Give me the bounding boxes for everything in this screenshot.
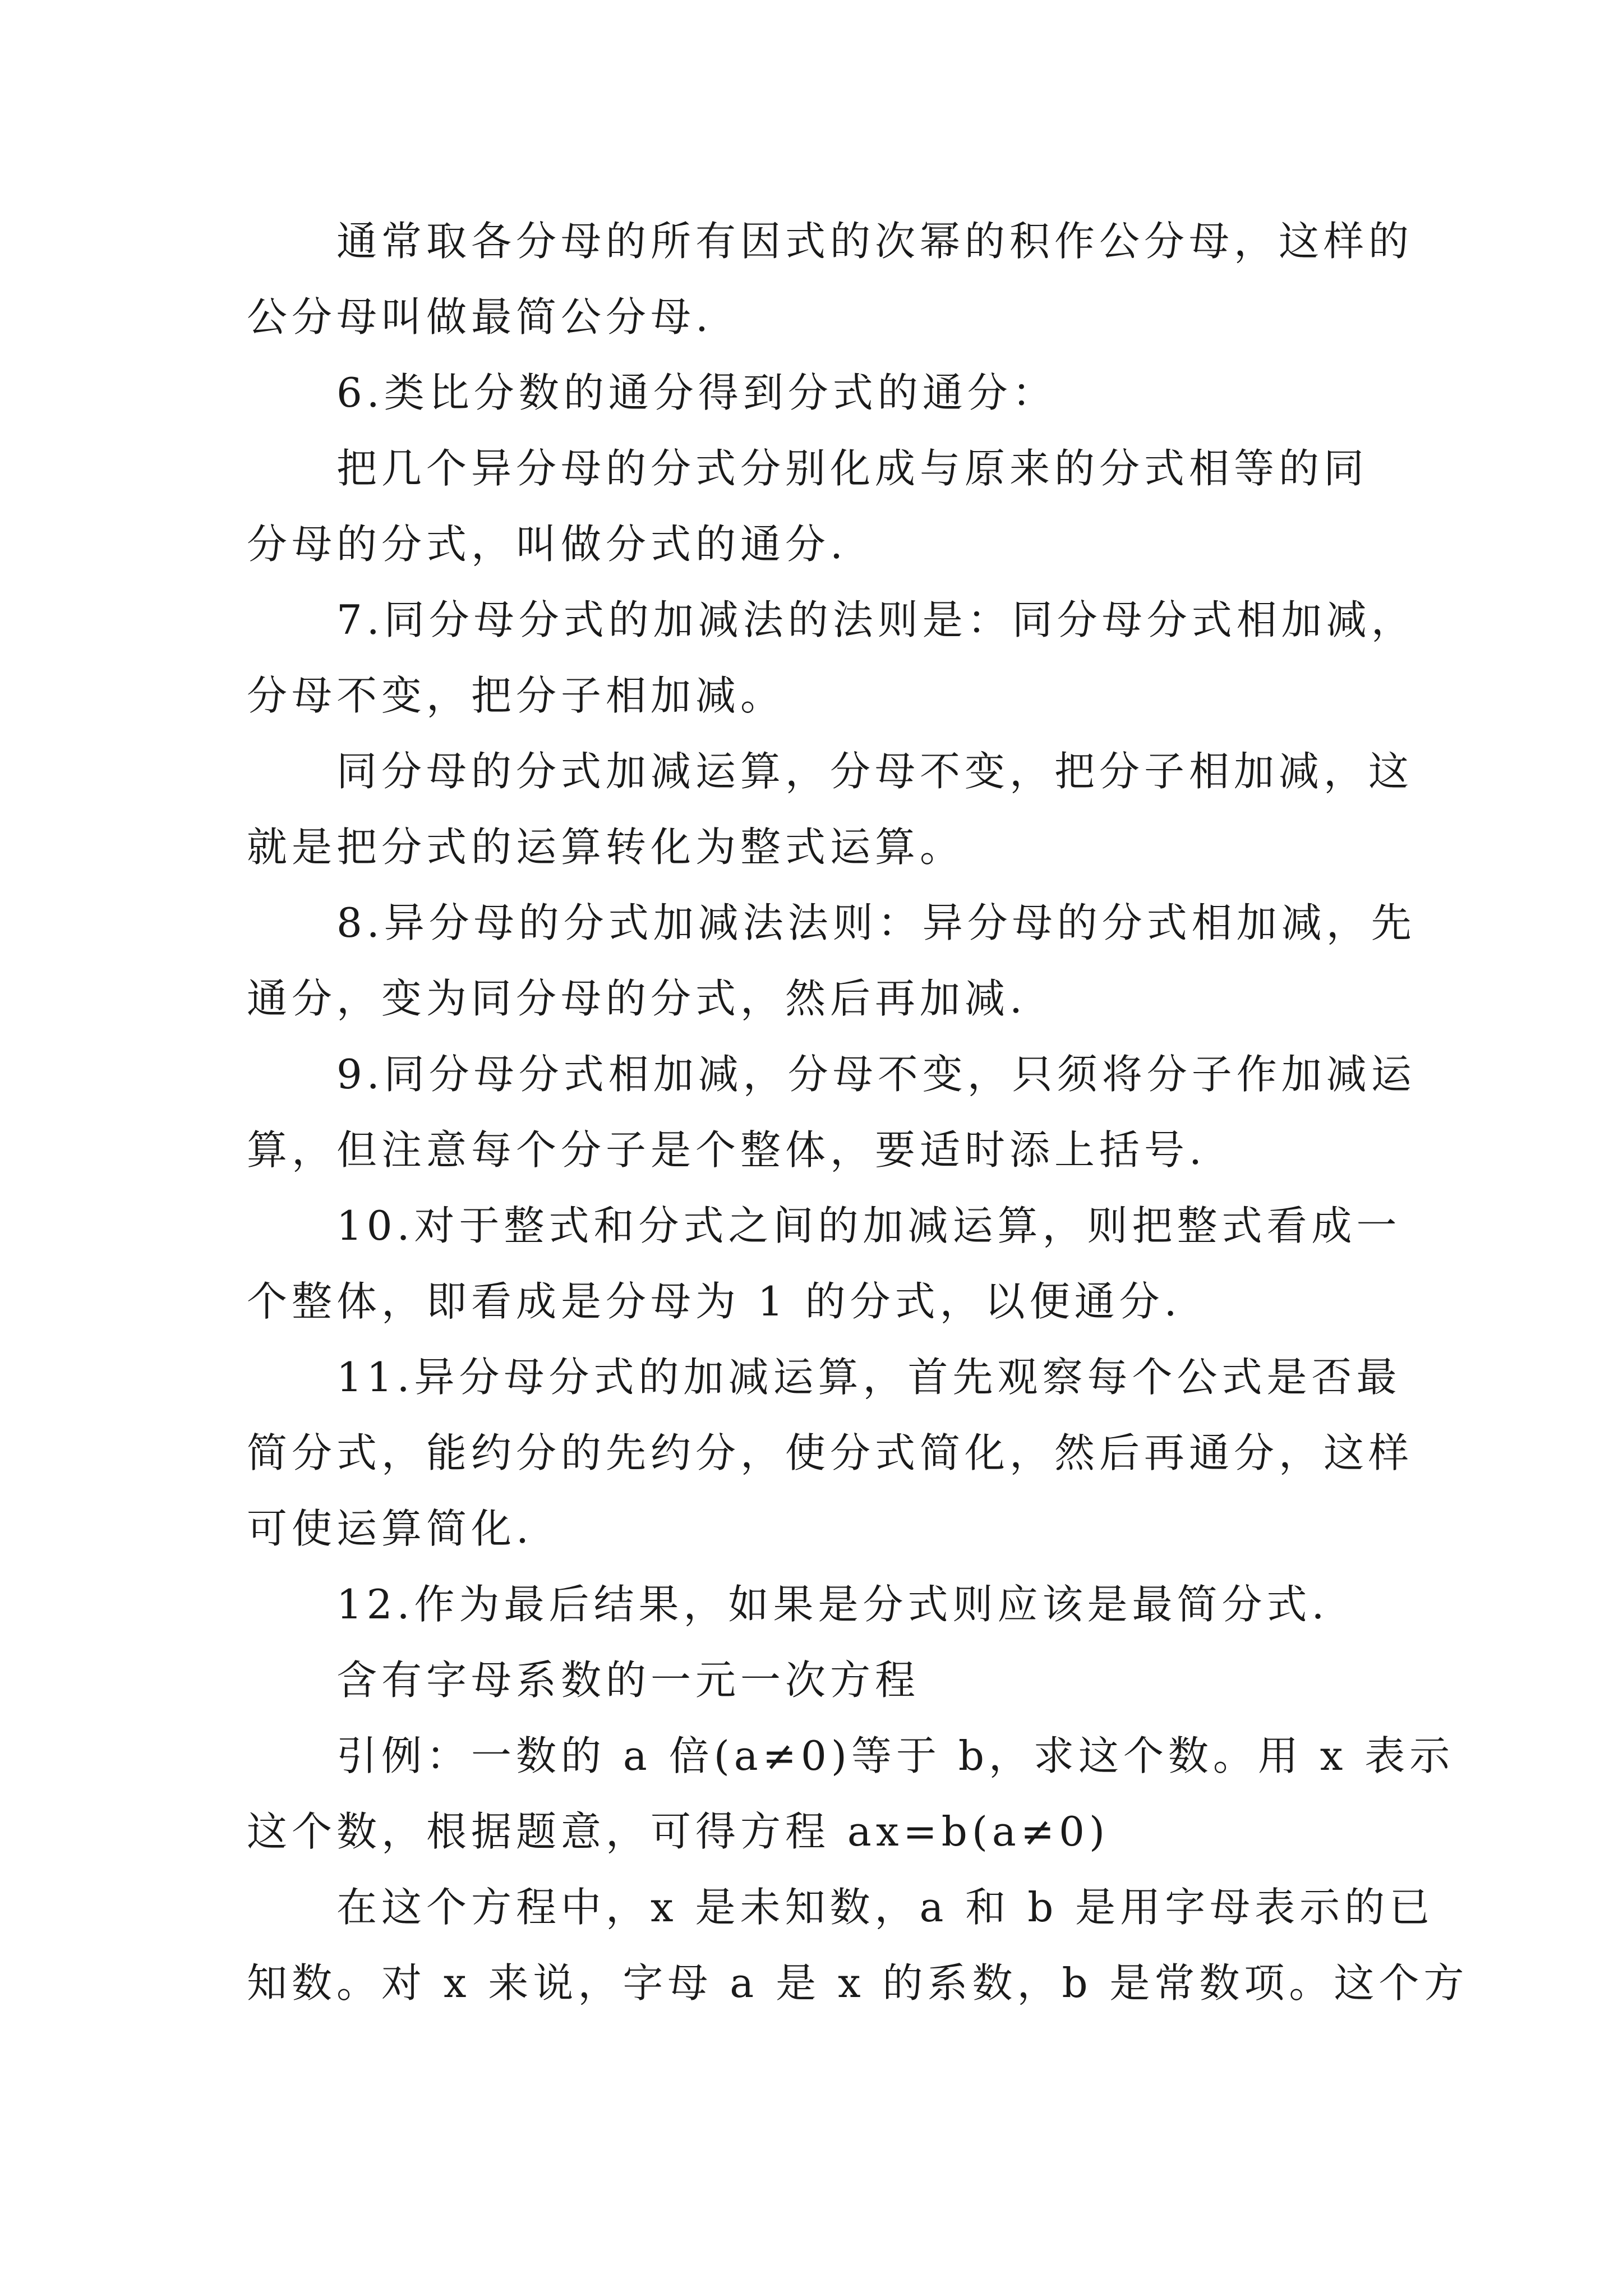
text-line: 在这个方程中，x 是未知数，a 和 b 是用字母表示的已 bbox=[336, 1884, 1435, 1931]
text-line: 9.同分母分式相加减，分母不变，只须将分子作加减运 bbox=[336, 1051, 1416, 1098]
text-line: 把几个异分母的分式分别化成与原来的分式相等的同 bbox=[336, 445, 1369, 492]
text-line: 可使运算简化. bbox=[247, 1505, 533, 1552]
text-line: 通分，变为同分母的分式，然后再加减. bbox=[247, 975, 1027, 1022]
text-line: 知数。对 x 来说，字母 a 是 x 的系数，b 是常数项。这个方 bbox=[247, 1959, 1469, 2007]
text-line: 12.作为最后结果，如果是分式则应该是最简分式. bbox=[336, 1581, 1329, 1628]
text-line: 10.对于整式和分式之间的加减运算，则把整式看成一 bbox=[336, 1202, 1401, 1249]
text-line: 7.同分母分式的加减法的法则是：同分母分式相加减， bbox=[336, 596, 1416, 643]
text-line: 8.异分母的分式加减法法则：异分母的分式相加减，先 bbox=[336, 899, 1416, 946]
text-line: 通常取各分母的所有因式的次幂的积作公分母，这样的 bbox=[336, 218, 1414, 265]
text-line: 11.异分母分式的加减运算，首先观察每个公式是否最 bbox=[336, 1354, 1401, 1401]
text-line: 算，但注意每个分子是个整体，要适时添上括号. bbox=[247, 1126, 1206, 1174]
text-line: 分母的分式，叫做分式的通分. bbox=[247, 521, 847, 568]
text-line: 个整体，即看成是分母为 1 的分式，以便通分. bbox=[247, 1278, 1182, 1325]
text-line: 含有字母系数的一元一次方程 bbox=[336, 1657, 920, 1704]
text-line: 同分母的分式加减运算，分母不变，把分子相加减，这 bbox=[336, 748, 1414, 795]
text-line: 6.类比分数的通分得到分式的通分： bbox=[336, 369, 1057, 416]
text-line: 分母不变，把分子相加减。 bbox=[247, 672, 786, 719]
text-line: 引例：一数的 a 倍(a≠0)等于 b，求这个数。用 x 表示 bbox=[336, 1732, 1455, 1779]
text-line: 就是把分式的运算转化为整式运算。 bbox=[247, 823, 965, 871]
text-line: 这个数，根据题意，可得方程 ax=b(a≠0) bbox=[247, 1808, 1110, 1855]
text-line: 简分式，能约分的先约分，使分式简化，然后再通分，这样 bbox=[247, 1429, 1414, 1476]
text-line: 公分母叫做最简公分母. bbox=[247, 293, 713, 341]
